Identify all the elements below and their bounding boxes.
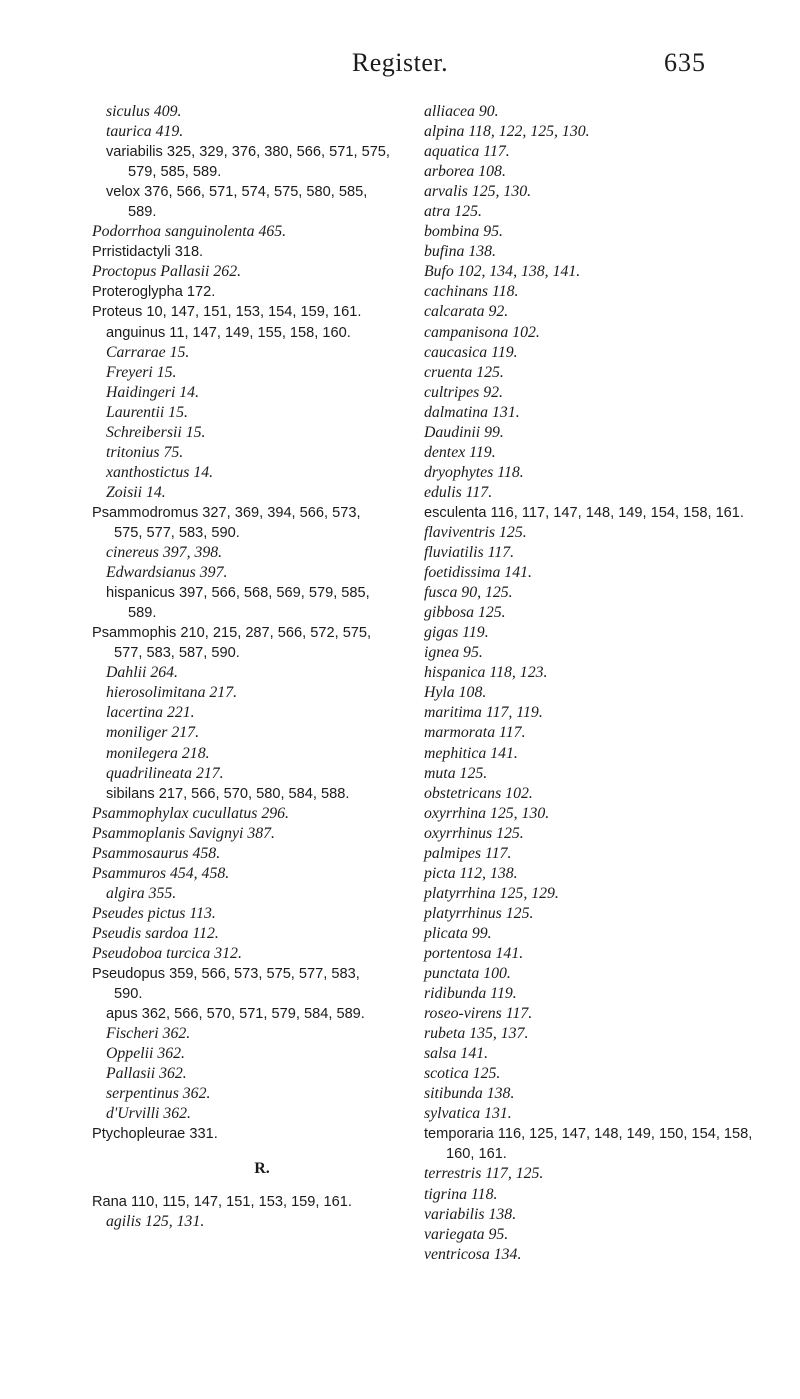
index-entry: muta 125. [424, 764, 488, 782]
index-entry: marmorata 117. [424, 724, 526, 742]
index-entry: hispanicus 397, 566, 568, 569, 579, 585, 589. [106, 585, 370, 622]
index-entry: Pseudopus 359, 566, 573, 575, 577, 583, 590. [92, 966, 360, 1003]
index-entry: agilis 125, 131. [106, 1213, 205, 1231]
index-entry: Pseudes pictus 113. [92, 904, 216, 922]
index-entry: oxyrrhinus 125. [424, 824, 524, 842]
index-entry: monilegera 218. [106, 744, 210, 762]
index-entry: algira 355. [106, 884, 177, 902]
index-entry: salsa 141. [424, 1045, 489, 1063]
index-entry: sitibunda 138. [424, 1085, 515, 1103]
index-entry: rubeta 135, 137. [424, 1025, 529, 1043]
index-entry: calcarata 92. [424, 303, 509, 321]
index-entry: Hyla 108. [424, 684, 487, 702]
index-entry: Freyeri 15. [106, 363, 177, 381]
index-entry: Psammuros 454, 458. [92, 864, 230, 882]
index-entry: Fischeri 362. [106, 1025, 191, 1043]
index-entry: xanthostictus 14. [106, 463, 214, 481]
index-entry: atra 125. [424, 203, 482, 221]
index-entry: Pseudoboa turcica 312. [92, 944, 242, 962]
index-entry: scotica 125. [424, 1065, 501, 1083]
right-index-column [424, 102, 754, 1265]
index-entry: bufina 138. [424, 243, 496, 261]
index-entry: foetidissima 141. [424, 564, 532, 582]
index-entry: ventricosa 134. [424, 1245, 522, 1263]
index-entry: Rana 110, 115, 147, 151, 153, 159, 161. [92, 1194, 352, 1211]
index-entry: serpentinus 362. [106, 1085, 211, 1103]
index-entry: Zoisii 14. [106, 483, 166, 501]
index-entry: portentosa 141. [424, 944, 524, 962]
index-entry: fluviatilis 117. [424, 544, 515, 562]
index-entry: Proteroglypha 172. [92, 284, 216, 301]
index-entry: Prristidactyli 318. [92, 244, 204, 261]
index-entry: lacertina 221. [106, 704, 195, 722]
index-entry: dalmatina 131. [424, 403, 520, 421]
index-entry: taurica 419. [106, 123, 184, 141]
index-entry: siculus 409. [106, 103, 182, 120]
index-entry: flaviventris 125. [424, 523, 527, 541]
index-entry: Pallasii 362. [106, 1065, 187, 1083]
index-entry: Pseudis sardoa 112. [92, 924, 219, 942]
index-entry: velox 376, 566, 571, 574, 575, 580, 585, 589. [106, 184, 368, 221]
index-entry: Proteus 10, 147, 151, 153, 154, 159, 161. [92, 304, 362, 321]
index-entry: sylvatica 131. [424, 1105, 512, 1123]
index-entry: Podorrhoa sanguinolenta 465. [92, 223, 287, 241]
index-entry: gigas 119. [424, 624, 489, 642]
index-entry: variabilis 325, 329, 376, 380, 566, 571, 575, 579, 585, 589. [106, 144, 390, 181]
index-entry: alpina 118, 122, 125, 130. [424, 123, 590, 141]
index-entry: oxyrrhina 125, 130. [424, 804, 550, 822]
index-entry: bombina 95. [424, 223, 503, 241]
index-entry: cultripes 92. [424, 383, 503, 401]
page-number: 635 [664, 48, 706, 77]
page-title: Register. [351, 48, 449, 77]
index-entry: d'Urvilli 362. [106, 1105, 191, 1123]
index-entry: cachinans 118. [424, 283, 519, 301]
index-entry: Proctopus Pallasii 262. [92, 263, 242, 281]
index-entry: platyrrhinus 125. [424, 904, 534, 922]
index-entry: Carrarae 15. [106, 343, 190, 361]
index-entry: alliacea 90. [424, 103, 499, 120]
index-entry: mephitica 141. [424, 744, 518, 762]
index-entry: Laurentii 15. [106, 403, 188, 421]
index-entry: caucasica 119. [424, 343, 518, 361]
index-entry: campanisona 102. [424, 323, 540, 341]
index-entry: hierosolimitana 217. [106, 684, 238, 702]
index-entry: obstetricans 102. [424, 784, 533, 802]
index-entry: Dahlii 264. [106, 664, 178, 682]
index-entry: Psammosaurus 458. [92, 844, 221, 862]
index-entry: Psammodromus 327, 369, 394, 566, 573, 575, 577, 583, 590. [92, 504, 361, 541]
index-entry: punctata 100. [424, 965, 511, 983]
section-letter: R. [254, 1160, 270, 1178]
index-entry: terrestris 117, 125. [424, 1165, 544, 1183]
index-entry: fusca 90, 125. [424, 584, 513, 602]
index-entry: temporaria 116, 125, 147, 148, 149, 150, 154, 158, 160, 161. [424, 1126, 753, 1163]
index-entry: quadrilineata 217. [106, 764, 224, 782]
index-entry: sibilans 217, 566, 570, 580, 584, 588. [106, 785, 350, 802]
index-entry: Psammophylax cucullatus 296. [92, 804, 289, 822]
index-entry: Edwardsianus 397. [106, 564, 228, 582]
index-entry: platyrrhina 125, 129. [424, 884, 559, 902]
index-entry: aquatica 117. [424, 143, 510, 161]
index-entry: arvalis 125, 130. [424, 183, 532, 201]
index-entry: gibbosa 125. [424, 604, 506, 622]
index-entry: moniliger 217. [106, 724, 200, 742]
index-entry: esculenta 116, 117, 147, 148, 149, 154, 158, 161. [424, 504, 744, 521]
index-entry: ignea 95. [424, 644, 483, 662]
index-entry: palmipes 117. [424, 844, 512, 862]
index-entry: apus 362, 566, 570, 571, 579, 584, 589. [106, 1006, 365, 1023]
index-entry: roseo-virens 117. [424, 1005, 533, 1023]
index-entry: Daudinii 99. [424, 423, 504, 441]
index-entry: Ptychopleurae 331. [92, 1126, 218, 1143]
index-entry: cinereus 397, 398. [106, 544, 223, 562]
index-entry: variegata 95. [424, 1225, 509, 1243]
index-entry: anguinus 11, 147, 149, 155, 158, 160. [106, 324, 351, 341]
index-entry: plicata 99. [424, 924, 492, 942]
index-entry: Haidingeri 14. [106, 383, 200, 401]
index-entry: Oppelii 362. [106, 1045, 185, 1063]
index-entry: arborea 108. [424, 163, 506, 181]
index-entry: ridibunda 119. [424, 985, 517, 1003]
index-entry: Schreibersii 15. [106, 423, 206, 441]
index-entry: dentex 119. [424, 443, 496, 461]
index-entry: tigrina 118. [424, 1185, 498, 1203]
left-index-column [92, 102, 392, 1233]
index-entry: edulis 117. [424, 483, 493, 501]
index-entry: cruenta 125. [424, 363, 504, 381]
index-entry: hispanica 118, 123. [424, 664, 548, 682]
index-entry: Bufo 102, 134, 138, 141. [424, 263, 581, 281]
index-entry: maritima 117, 119. [424, 704, 543, 722]
index-entry: Psammophis 210, 215, 287, 566, 572, 575, 577, 583, 587, 590. [92, 625, 372, 662]
index-entry: variabilis 138. [424, 1205, 517, 1223]
index-entry: tritonius 75. [106, 443, 184, 461]
index-entry: picta 112, 138. [424, 864, 518, 882]
index-entry: Psammoplanis Savignyi 387. [92, 824, 275, 842]
index-entry: dryophytes 118. [424, 463, 524, 481]
